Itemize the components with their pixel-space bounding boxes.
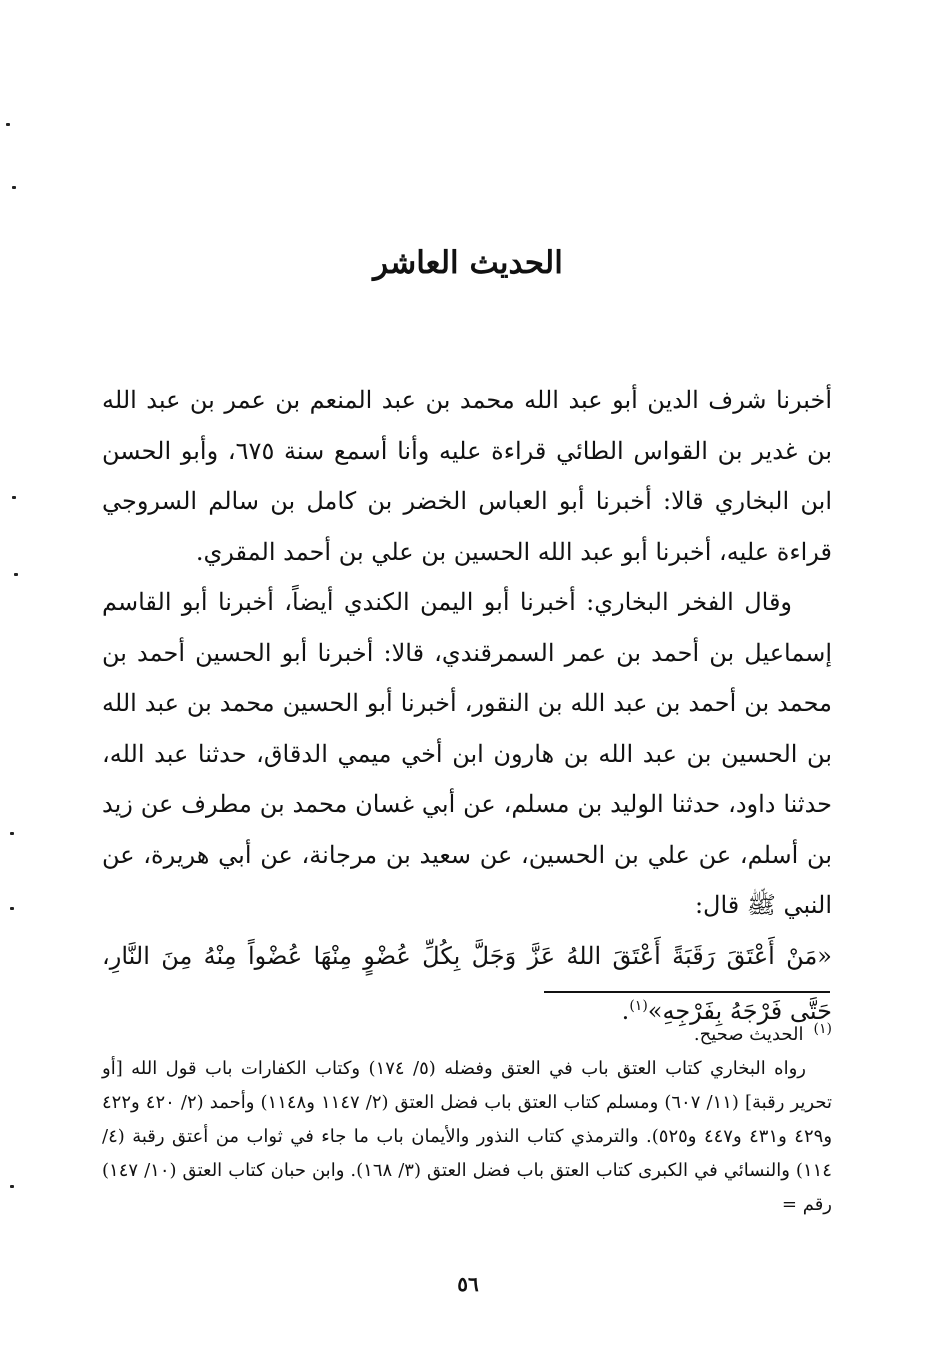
isnad-paragraph-2: وقال الفخر البخاري: أخبرنا أبو اليمن الكندي أيضاً، أخبرنا أبو القاسم إسماعيل بن أحمد بن عمر السمرقندي، قالا: أخبرنا أبو الحسين أحمد بن محمد بن أحمد بن عبد الله بن النقور، أخبرنا أبو الحسين محمد بن عبد الله بن الحسين بن عبد الله بن هارون ابن أخي ميمي الدقاق، حدثنا عبد الله، حدثنا داود، حدثنا الوليد بن مسلم، عن أبي غسان محمد بن مطرف عن زيد بن أسلم، عن علي بن الحسين، عن سعيد بن مرجانة، عن أبي هريرة، عن النبي ﷺ قال: <box>102 588 833 919</box>
scan-speck <box>12 496 16 499</box>
footnote-marker: (١) <box>813 1021 832 1037</box>
footnote-1-text: رواه البخاري كتاب العتق باب في العتق وفضله (٥/ ١٧٤) وكتاب الكفارات باب قول الله [أو تحرير رقبة] (١١/ ٦٠٧) ومسلم كتاب العتق باب فضل العتق (٢/ ١١٤٧ و١١٤٨) وأحمد (٢/ ٤٢٠ و٤٢٢ و٤٢٩ و٤٣١ و٤٤٧ و٥٢٥). والترمذي كتاب النذور والأيمان باب ما جاء في ثواب من أعتق رقبة (٤/ ١١٤) والنسائي في الكبرى كتاب العتق باب فضل العتق (٣/ ١٦٨). وابن حبان كتاب العتق (١٠/ ١٤٧) رقم = <box>102 1058 833 1215</box>
footnote-separator <box>544 991 830 993</box>
hadith-matn: «مَنْ أَعْتَقَ رَقَبَةً أَعْتَقَ اللهُ عَزَّ وَجَلَّ بِكُلِّ عُضْوٍ مِنْهَا عُضْواً مِنْهُ مِنَ النَّارِ، حَتَّى فَرْجَهُ بِفَرْجِهِ» <box>102 941 832 1025</box>
scan-speck <box>14 573 18 576</box>
isnad-paragraph-1: أخبرنا شرف الدين أبو عبد الله محمد بن عبد المنعم بن عمر بن عبد الله بن غدير بن القواس الطائي قراءة عليه وأنا أسمع سنة ٦٧٥، وأبو الحسن ابن البخاري قالا: أخبرنا أبو العباس الخضر بن كامل بن سالم السروجي قراءة عليه، أخبرنا أبو عبد الله الحسين بن علي بن أحمد المقري. <box>102 386 833 566</box>
scan-speck <box>6 123 10 126</box>
footnote-reference: (١) <box>629 998 648 1014</box>
scan-speck <box>12 186 16 189</box>
scan-speck <box>10 832 14 835</box>
footnote-1-heading: الحديث صحيح. <box>693 1024 804 1045</box>
hadith-text: «مَنْ أَعْتَقَ رَقَبَةً أَعْتَقَ اللهُ عَزَّ وَجَلَّ بِكُلِّ عُضْوٍ مِنْهَا عُضْواً مِنْهُ مِنَ النَّارِ، حَتَّى فَرْجَهُ بِفَرْجِهِ»$^{(١)}$. <box>102 941 832 1025</box>
footnotes <box>102 1012 832 1222</box>
chapter-title: الحديث العاشر <box>373 245 563 281</box>
page-number: ٥٦ <box>457 1272 479 1296</box>
scan-speck <box>10 907 14 910</box>
scan-speck <box>10 1185 14 1188</box>
main-text <box>102 375 832 1037</box>
footnote-1-line-1 <box>102 1012 832 1052</box>
